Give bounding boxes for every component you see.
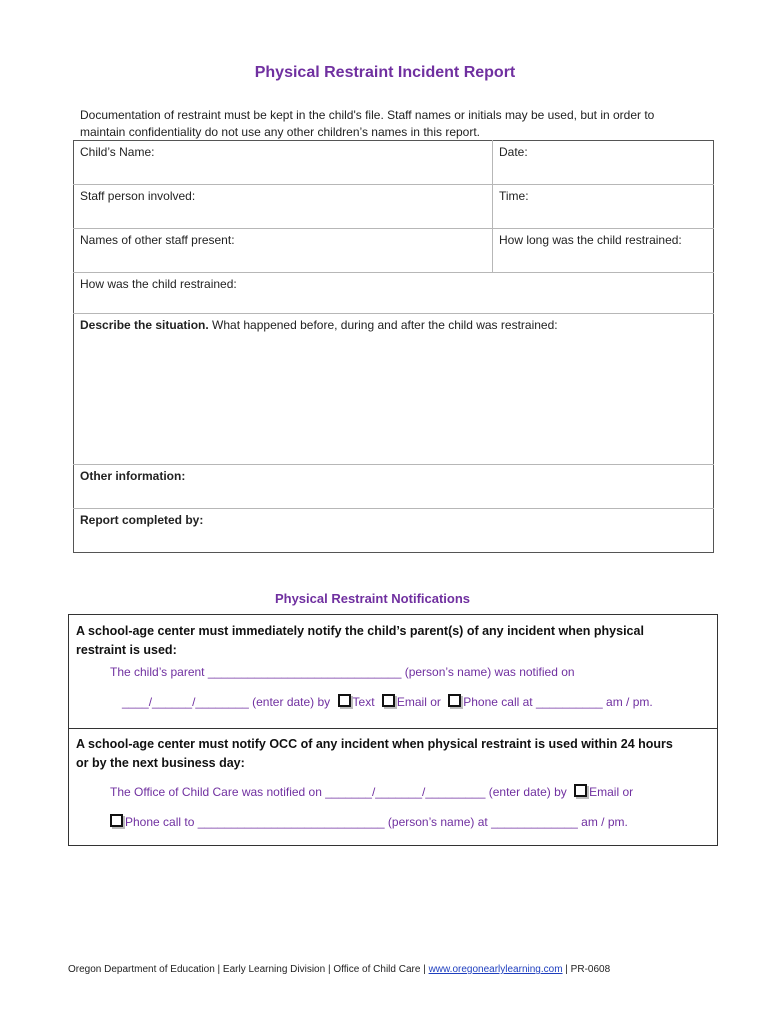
parent-heading-line-1: A school-age center must immediately notify the child’s parent(s) of any incident when physical <box>76 624 644 638</box>
other-information-field[interactable]: Other information: <box>74 465 714 509</box>
parent-method-line <box>122 694 653 709</box>
child-name-field[interactable]: Child’s Name: <box>74 141 493 185</box>
page-title: Physical Restraint Incident Report <box>254 64 516 81</box>
email-checkbox[interactable] <box>382 694 395 707</box>
occ-notified-line <box>110 784 633 799</box>
occ-phone-checkbox[interactable] <box>110 814 123 827</box>
incident-form <box>73 140 714 553</box>
how-long-field[interactable]: How long was the child restrained: <box>493 229 714 273</box>
parent-date-blank[interactable]: ____/______/________ (enter date) by <box>122 695 331 709</box>
occ-email-checkbox[interactable] <box>574 784 587 797</box>
email-option-label: Email or <box>396 695 441 709</box>
notifications-divider <box>69 728 717 729</box>
footer-text: Oregon Department of Education | Early Learning Division | Office of Child Care | <box>68 964 429 975</box>
text-option-label: Text <box>352 695 375 709</box>
date-field[interactable]: Date: <box>493 141 714 185</box>
occ-phone-label[interactable]: Phone call to ____________________________ (person’s name) at _____________ am / pm. <box>125 815 628 829</box>
other-staff-field[interactable]: Names of other staff present: <box>74 229 493 273</box>
page-footer <box>68 964 610 975</box>
occ-email-label: Email or <box>589 785 634 799</box>
phone-checkbox[interactable] <box>448 694 461 707</box>
parent-notified-line[interactable]: The child’s parent _____________________________ (person’s name) was notified on <box>110 665 575 679</box>
occ-phone-line <box>106 814 628 829</box>
text-checkbox[interactable] <box>338 694 351 707</box>
website-link[interactable]: www.oregonearlylearning.com <box>428 964 563 975</box>
report-completed-by-field[interactable]: Report completed by: <box>74 509 714 553</box>
staff-involved-field[interactable]: Staff person involved: <box>74 185 493 229</box>
parent-notification-heading <box>76 622 706 660</box>
describe-label: Describe the situation. <box>80 318 209 332</box>
occ-heading-line-1: A school-age center must notify OCC of any incident when physical restraint is used within 24 hours <box>76 737 673 751</box>
notifications-box <box>68 614 718 846</box>
occ-date-blank[interactable]: The Office of Child Care was notified on _______/_______/_________ (enter date) by <box>110 785 567 799</box>
notifications-title: Physical Restraint Notifications <box>274 591 471 606</box>
describe-situation-field[interactable] <box>74 314 714 465</box>
time-field[interactable]: Time: <box>493 185 714 229</box>
form-code: | PR-0608 <box>562 964 611 975</box>
intro-paragraph <box>80 107 720 141</box>
intro-line-1: Documentation of restraint must be kept in the child's file. Staff names or initials may be used, but in order to <box>80 108 655 122</box>
intro-line-2: maintain confidentiality do not use any other children’s names in this report. <box>80 125 481 139</box>
phone-option-label[interactable]: Phone call at __________ am / pm. <box>463 695 653 709</box>
occ-notification-heading <box>76 735 706 773</box>
parent-heading-line-2: restraint is used: <box>76 643 177 657</box>
occ-heading-line-2: or by the next business day: <box>76 756 245 770</box>
describe-prompt: What happened before, during and after the child was restrained: <box>208 318 558 332</box>
how-restrained-field[interactable]: How was the child restrained: <box>74 273 714 314</box>
